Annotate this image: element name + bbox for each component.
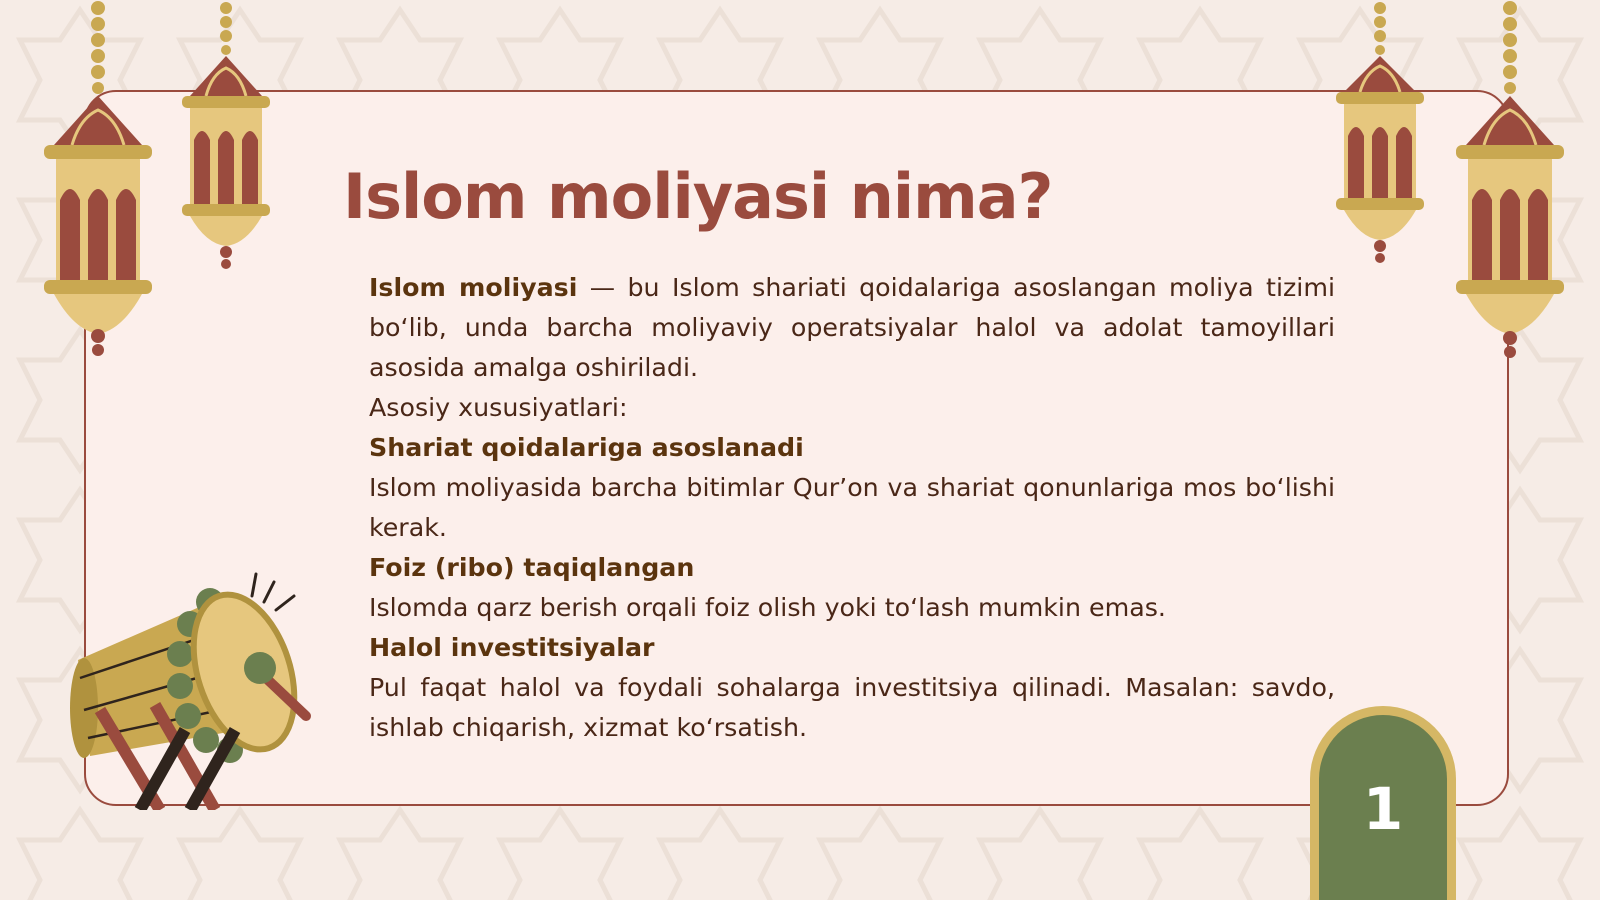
feature-heading: Foiz (ribo) taqiqlangan: [369, 553, 695, 582]
intro-paragraph: [369, 268, 1335, 388]
lantern-icon: [1336, 0, 1424, 270]
lantern-icon: [42, 0, 154, 360]
lantern-icon: [1454, 0, 1566, 362]
feature-heading: Shariat qoidalariga asoslanadi: [369, 433, 804, 462]
intro-text: — bu Islom shariati qoidalariga asoslangan moliya tizimi bo‘lib, unda barcha moliyaviy operatsiyalar halol va adolat tamoyillari asosida amalga oshiriladi.: [369, 273, 1335, 382]
feature-text: Pul faqat halol va foydali sohalarga investitsiya qilinadi. Masalan: savdo, ishlab chiqarish, xizmat ko‘rsatish.: [369, 673, 1335, 742]
page-number-badge: [1310, 706, 1456, 900]
slide-title: Islom moliyasi nima?: [343, 160, 1053, 233]
slide-body: [369, 268, 1335, 748]
intro-term: Islom moliyasi: [369, 273, 578, 302]
page-number: 1: [1362, 775, 1404, 843]
feature-heading: Halol investitsiyalar: [369, 633, 655, 662]
feature-text: Islom moliyasida barcha bitimlar Qur’on va shariat qonunlariga mos bo‘lishi kerak.: [369, 473, 1335, 542]
lantern-icon: [182, 0, 270, 275]
feature-text: Islomda qarz berish orqali foiz olish yoki to‘lash mumkin emas.: [369, 593, 1166, 622]
drum-icon: [60, 560, 330, 810]
features-label: Asosiy xususiyatlari:: [369, 393, 628, 422]
